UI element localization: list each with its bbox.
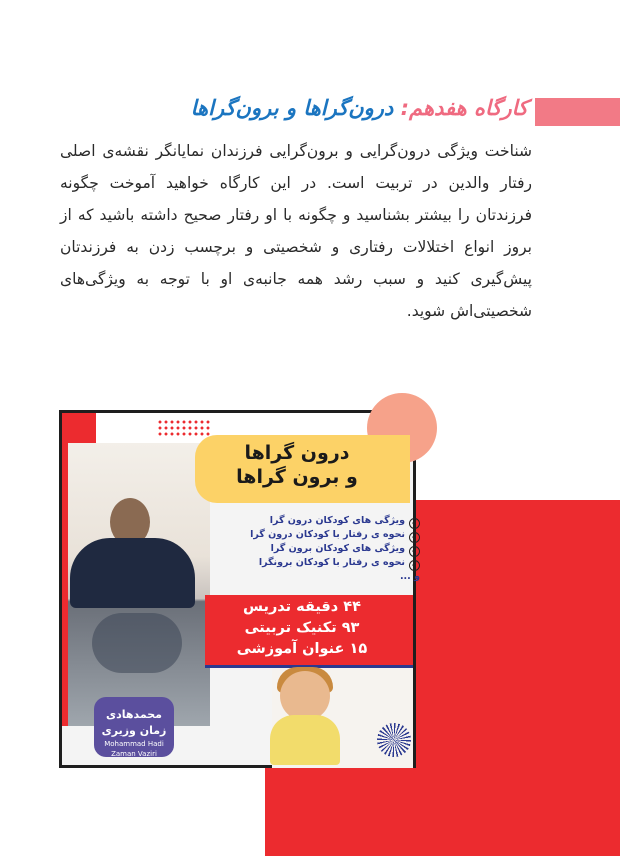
list-item: ✓نحوه ی رفتار با کودکان درون گرا (220, 528, 420, 542)
logo-main-text: محمدهادی زمان وزیری (101, 708, 167, 737)
list-item: ✓ویژگی های کودکان برون گرا (220, 542, 420, 556)
heading-title: درون‌گراها و برون‌گراها (190, 96, 394, 120)
list-item: ✓نحوه ی رفتار با کودکان برونگرا (220, 556, 420, 570)
logo-sub-text: Mohammad Hadi Zaman Vaziri (104, 740, 164, 758)
workshop-heading (191, 96, 528, 120)
poster-title-line1: درون گراها (244, 442, 350, 464)
poster-title-line2: و برون گراها (236, 466, 358, 488)
check-circle-icon: ✓ (409, 560, 420, 571)
child-head (280, 671, 330, 721)
check-circle-icon: ✓ (409, 546, 420, 557)
stat-topics: ۱۵ عنوان آموزشی (236, 641, 368, 657)
heading-prefix: کارگاه هفدهم: (400, 96, 528, 120)
list-item: و ... (399, 571, 420, 582)
poster-red-corner (62, 413, 96, 443)
stat-teaching-minutes: ۴۴ دقیقه تدریس (243, 599, 361, 615)
poster-stats (212, 597, 392, 660)
workshop-poster (59, 410, 420, 768)
poster-red-edge (62, 443, 68, 726)
poster-dots-pattern (157, 419, 212, 437)
burst-icon (377, 723, 411, 757)
check-circle-icon: ✓ (409, 518, 420, 529)
heading-accent-bar (535, 98, 620, 126)
stat-techniques: ۹۳ تکنیک تربیتی (244, 620, 360, 636)
poster-title (212, 441, 382, 489)
check-circle-icon: ✓ (409, 532, 420, 543)
workshop-description: شناخت ویژگی درون‌گرایی و برون‌گرایی فرزندان نمایانگر نقشه‌ی اصلی رفتار والدین در تربیت است. در این کارگاه خواهید آموخت چگونه فرزندتان را بیشتر بشناسید و چگونه با او رفتار صحیح داشته باشید که از بروز انواع اختلالات رفتاری و شخصیتی و برچسب زدن به فرزندتان پیش‌گیری کنید و سبب رشد همه جانبه‌ی او با توجه به ویژگی‌های شخصیتی‌اش شوید. (60, 142, 532, 320)
presenter-body (70, 538, 195, 608)
presenter-reflection (92, 613, 182, 673)
brand-logo (94, 697, 174, 757)
list-item: ✓ویژگی های کودکان درون گرا (220, 514, 420, 528)
child-body (270, 715, 340, 765)
poster-checklist (220, 514, 420, 584)
